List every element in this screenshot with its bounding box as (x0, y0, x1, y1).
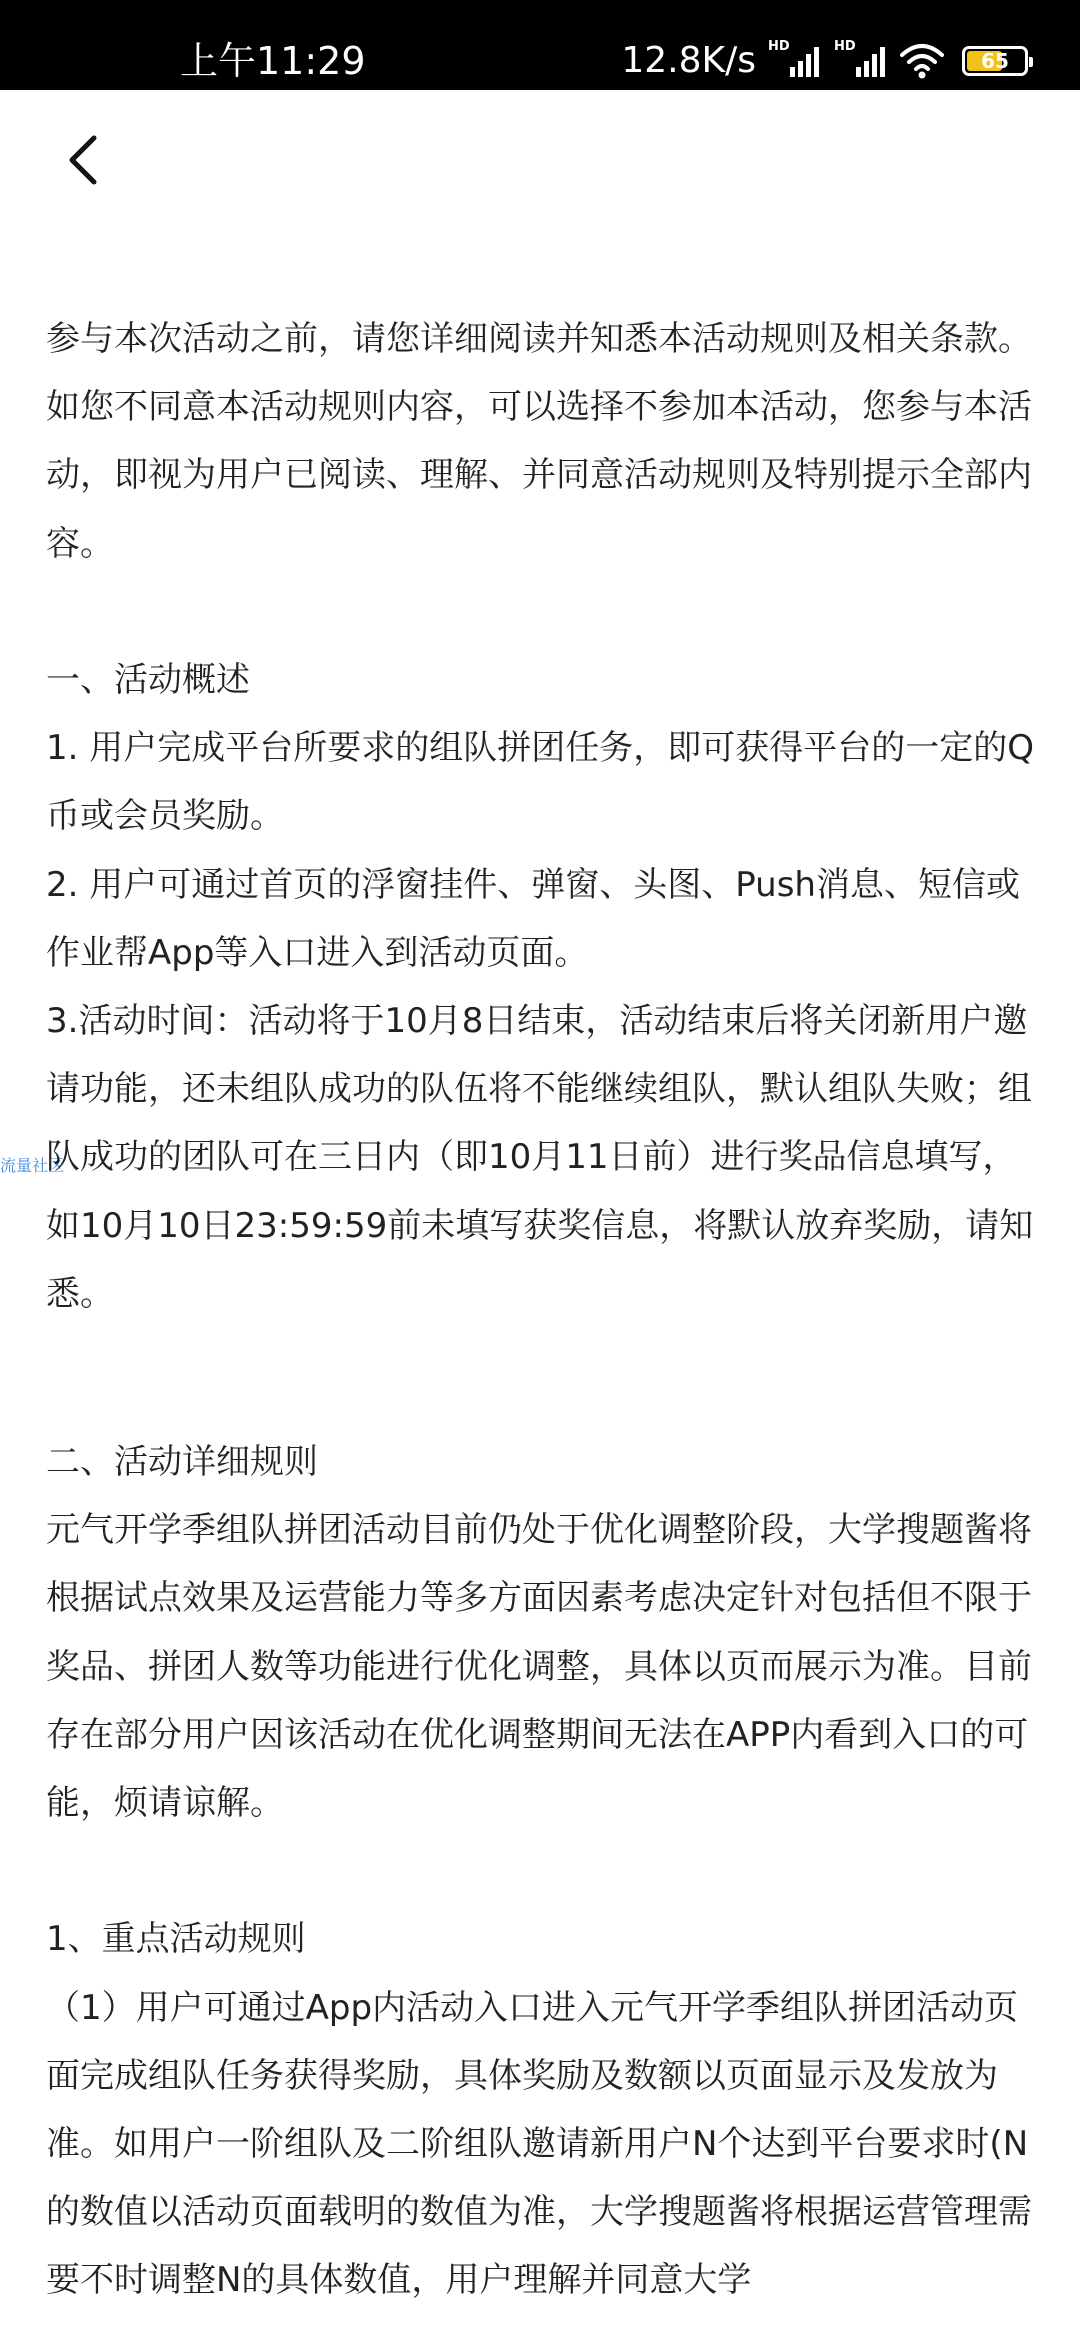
hd-label-2: HD (834, 39, 856, 54)
section2-body: 元气开学季组队拼团活动目前仍处于优化调整阶段，大学搜题酱将根据试点效果及运营能力等多方面因素考虑决定针对包括但不限于奖品、拼团人数等功能进行优化调整，具体以页而展示为准。目前存在部分用户因该活动在优化调整期间无法在APP内看到入口的可能，烦请谅解。 (46, 1510, 1032, 1824)
signal-strength-icon (766, 41, 822, 81)
hd-label: HD (768, 39, 790, 54)
subsection1-title: 1、重点活动规则 (46, 1919, 306, 1960)
subsection1-item-1: （1）用户可通过App内活动入口进入元气开学季组队拼团活动页面完成组队任务获得奖励，具体奖励及数额以页面显示及发放为准。如用户一阶组队及二阶组队邀请新用户N个达到平台要求时(N的数值以活动页面载明的数值为准，大学搜题酱将根据运营管理需要不时调整N的具体数值，用户理解并同意大学 (46, 1987, 1032, 2301)
status-icons (621, 36, 1028, 86)
status-bar (0, 0, 1080, 90)
battery-level-text: 65 (981, 49, 1009, 73)
status-time: 上午11:29 (180, 39, 366, 83)
rules-content (46, 305, 1040, 2315)
battery-icon (962, 46, 1028, 76)
spacer (46, 1328, 1040, 1428)
watermark-text: 流量社区 (0, 1156, 65, 1175)
spacer (46, 578, 1040, 646)
signal-strength-icon-2 (832, 41, 888, 81)
network-speed: 12.8K/s (621, 40, 756, 81)
section1-item-1: 1. 用户完成平台所要求的组队拼团任务，即可获得平台的一定的Q币或会员奖励。 (46, 728, 1035, 837)
back-button[interactable] (60, 130, 110, 190)
chevron-left-icon (60, 130, 110, 190)
wifi-icon (898, 41, 946, 81)
section1-item-3: 3.活动时间：活动将于10月8日结束，活动结束后将关闭新用户邀请功能，还未组队成功的队伍将不能继续组队，默认组队失败；组队成功的团队可在三日内（即10月11日前）进行奖品信息填写，如10月10日23:59:59前未填写获奖信息，将默认放弃奖励，请知悉。 (46, 1001, 1034, 1314)
battery-tip (1029, 57, 1033, 67)
section1-item-2: 2. 用户可通过首页的浮窗挂件、弹窗、头图、Push消息、短信或作业帮App等入口进入到活动页面。 (46, 864, 1020, 973)
section1-title: 一、活动概述 (46, 660, 250, 700)
section2-title: 二、活动详细规则 (46, 1442, 318, 1483)
spacer (46, 1837, 1040, 1905)
intro-paragraph: 参与本次活动之前，请您详细阅读并知悉本活动规则及相关条款。如您不同意本活动规则内容，可以选择不参加本活动，您参与本活动，即视为用户已阅读、理解、并同意活动规则及特别提示全部内容。 (46, 319, 1032, 564)
